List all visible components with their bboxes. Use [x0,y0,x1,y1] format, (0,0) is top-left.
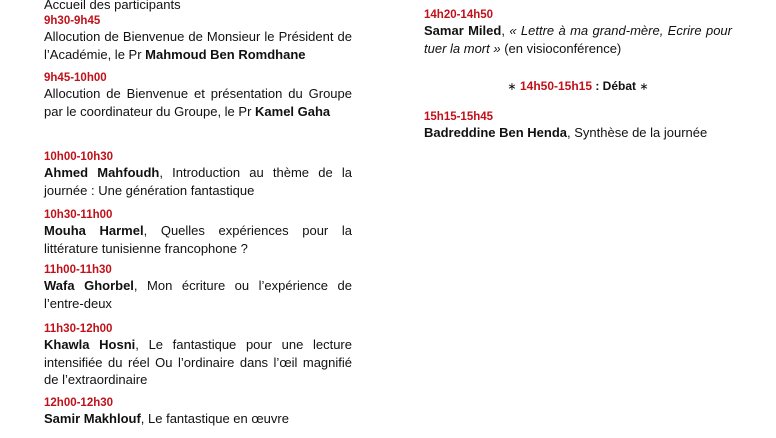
welcome-text: Accueil des participants [44,0,181,12]
program-entry [44,72,352,120]
speaker-name: Samir Makhlouf [44,411,141,426]
time-slot: 10h30-11h00 [44,209,113,221]
program-entry [424,111,732,142]
time-slot: 12h00-12h30 [44,397,114,409]
entry-text: Khawla Hosni, Le fantastique pour une lecture intensifiée du réel Ou l’ordinaire dans l’œil magnifié de l’extraordinaire [44,337,352,387]
debate-line [424,79,732,94]
entry-text: Allocution de Bienvenue et présentation du Groupe par le coordinateur du Groupe, le Pr Kamel Gaha [44,86,352,119]
speaker-name: Wafa Ghorbel [44,278,134,293]
speaker-name: Samar Miled [424,23,502,38]
speaker-name: Ahmed Mahfoudh [44,165,160,180]
entry-text: Samir Makhlouf, Le fantastique en œuvre [44,411,289,426]
program-entry [44,151,352,199]
program-entry [44,209,352,257]
speaker-name: Mouha Harmel [44,223,144,238]
speaker-name: Badreddine Ben Henda [424,125,568,140]
program-entry [44,397,352,428]
debate-label: : Débat [592,79,637,93]
program-entry [424,9,732,57]
program-entry [44,15,352,63]
asterisk-icon: ∗ [507,81,517,93]
time-slot: 14h20-14h50 [424,9,494,21]
speaker-name: Mahmoud Ben Romdhane [145,46,306,62]
entry-text: Badreddine Ben Henda, Synthèse de la journée [424,125,708,140]
debate-time: 14h50-15h15 [519,79,593,93]
time-slot: 11h30-12h00 [44,323,113,335]
time-slot: 9h45-10h00 [44,72,107,84]
entry-text: Samar Miled, « Lettre à ma grand-mère, Ecrire pour tuer la mort » (en visioconférence) [424,23,732,56]
entry-text: Allocution de Bienvenue de Monsieur le Président de l’Académie, le Pr Mahmoud Ben Romdhane [44,29,352,62]
asterisk-icon: ∗ [639,81,649,93]
program-entry [44,323,352,389]
talk-title: « Lettre à ma grand-mère, Ecrire pour tuer la mort » [424,23,732,56]
time-slot: 9h30-9h45 [44,15,101,27]
welcome-line [44,0,352,14]
program-entry [44,264,352,312]
time-slot: 10h00-10h30 [44,151,114,163]
entry-text: Wafa Ghorbel, Mon écriture ou l’expérience de l’entre-deux [44,278,352,311]
time-slot: 11h00-11h30 [44,264,112,276]
entry-text: Ahmed Mahfoudh, Introduction au thème de la journée : Une génération fantastique [44,165,352,198]
time-slot: 15h15-15h45 [424,111,494,123]
entry-text: Mouha Harmel, Quelles expériences pour la littérature tunisienne francophone ? [44,223,353,256]
speaker-name: Kamel Gaha [255,103,331,119]
speaker-name: Khawla Hosni [44,337,136,352]
